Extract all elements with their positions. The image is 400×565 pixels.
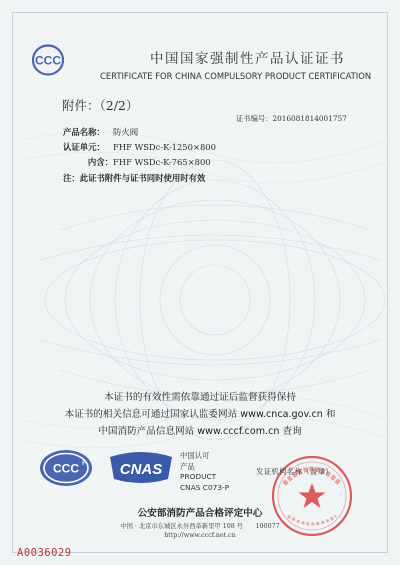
cnas-line-3: PRODUCT <box>180 472 217 481</box>
contains-field <box>63 156 211 168</box>
certificate-number-value: 2016081814001757 <box>272 114 347 123</box>
cnas-line-2: 产品 <box>180 461 195 471</box>
validity-line-2: 本证书的相关信息可通过国家认监委网站 www.cnca.gov.cn 和 <box>64 409 336 420</box>
contains-label: 内含： <box>87 157 113 167</box>
issuer-address: 中国 · 北京市东城区永外西革新里甲 108 号 100077 <box>120 523 280 530</box>
product-name-value: 防火阀 <box>113 127 139 137</box>
certificate-number <box>236 114 347 124</box>
serial-number: A0036029 <box>17 547 72 559</box>
svg-text:F: F <box>82 461 86 467</box>
cert-unit-label: 认证单元： <box>63 142 105 152</box>
cccf-mark-icon <box>39 449 93 487</box>
issuing-center-name: 公安部消防产品合格评定中心 <box>137 508 263 519</box>
contains-value: FHF WSDc-K-765×800 <box>113 157 211 167</box>
cnas-line-4: CNAS C073-P <box>180 482 230 492</box>
cert-unit-field <box>63 141 216 153</box>
certificate-number-label: 证书编号： <box>236 114 273 123</box>
issuer-website: http://www.cccf.net.cn <box>164 532 236 539</box>
cert-unit-value: FHF WSDc-K-1250×800 <box>113 142 216 152</box>
title-chinese: 中国国家强制性产品认证证书 <box>150 51 345 67</box>
cnas-accreditation-text <box>180 451 229 493</box>
ccc-mark-icon <box>32 44 64 76</box>
attachment-label: 附件：（2/2） <box>62 98 139 113</box>
cnas-mark-icon <box>106 449 176 487</box>
svg-text:CCC: CCC <box>35 53 61 68</box>
validity-note: 注：此证书附件与证书同时使用时有效 <box>63 173 206 183</box>
product-name-label: 产品名称： <box>63 127 105 137</box>
validity-line-3: 中国消防产品信息网站 www.cccf.com.cn 查询 <box>98 426 302 437</box>
title-english: CERTIFICATE FOR CHINA COMPULSORY PRODUCT CERTIFICATION <box>100 71 372 81</box>
validity-line-1: 本证书的有效性需依靠通过证后监督获得保持 <box>104 392 296 403</box>
cnas-line-1: 中国认可 <box>180 451 210 460</box>
svg-text:CNAS: CNAS <box>119 461 163 478</box>
product-name-field <box>63 126 138 138</box>
issuer-label: 发证机构名称（盖章） <box>256 467 333 476</box>
svg-text:CCC: CCC <box>53 461 79 476</box>
